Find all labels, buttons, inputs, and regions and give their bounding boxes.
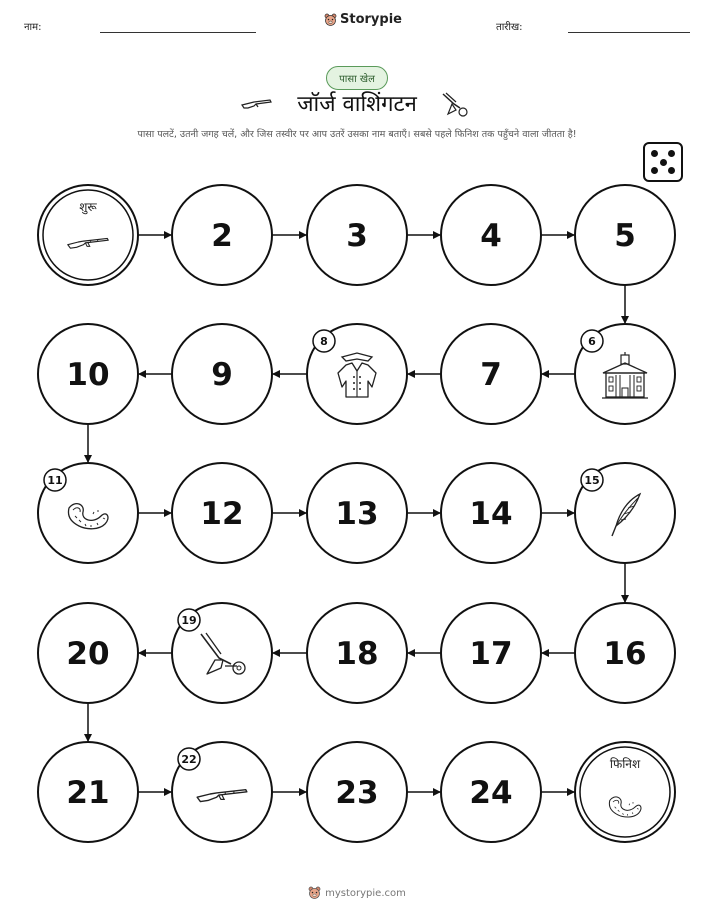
board-spaces: [38, 185, 675, 842]
board-space-2[interactable]: [172, 185, 272, 285]
name-label: नाम:: [24, 22, 42, 33]
date-label: तारीख:: [496, 22, 523, 33]
space-number: 3: [346, 218, 368, 254]
board-space-3[interactable]: [307, 185, 407, 285]
space-number-badge: 15: [584, 474, 600, 487]
space-number: 7: [480, 357, 502, 393]
space-number: 14: [469, 496, 513, 532]
space-number: 9: [211, 357, 233, 393]
space-number: 16: [603, 636, 647, 672]
start-label: शुरू: [79, 200, 97, 214]
space-number: 12: [200, 496, 244, 532]
board-space-13[interactable]: [307, 463, 407, 563]
board-space-10[interactable]: [38, 324, 138, 424]
space-number-badge: 19: [181, 614, 197, 627]
space-number: 13: [335, 496, 379, 532]
brand-name: Storypie: [340, 12, 402, 27]
board-space-20[interactable]: [38, 603, 138, 703]
space-number-badge: 8: [320, 335, 328, 348]
footer: [0, 886, 714, 900]
instructions: पासा पलटें, उतनी जगह चलें, और जिस तस्वीर पर आप उतरें उसका नाम बताएँ। सबसे पहले फिनिश तक पहुँचने वाला जीतता है!: [137, 129, 577, 140]
board-space-18[interactable]: [307, 603, 407, 703]
board-space-7[interactable]: [441, 324, 541, 424]
page-title: जॉर्ज वाशिंगटन: [297, 92, 417, 117]
board-space-5[interactable]: [575, 185, 675, 285]
game-type-badge: पासा खेल: [326, 66, 388, 90]
board-space-24[interactable]: [441, 742, 541, 842]
start-space[interactable]: [38, 185, 138, 285]
finish-label: फिनिश: [609, 757, 641, 771]
space-number: 18: [335, 636, 379, 672]
board-space-4[interactable]: [441, 185, 541, 285]
board-space-21[interactable]: [38, 742, 138, 842]
board-space-23[interactable]: [307, 742, 407, 842]
board-space-8[interactable]: [307, 324, 407, 424]
board-space-17[interactable]: [441, 603, 541, 703]
board-space-12[interactable]: [172, 463, 272, 563]
space-number: 4: [480, 218, 502, 254]
space-number: 23: [335, 775, 379, 811]
board-space-22[interactable]: [172, 742, 272, 842]
space-number-badge: 11: [47, 474, 63, 487]
board-space-16[interactable]: [575, 603, 675, 703]
space-number: 24: [469, 775, 513, 811]
space-number: 20: [66, 636, 110, 672]
board-space-6[interactable]: [575, 324, 675, 424]
footer-site: mystorypie.com: [325, 887, 406, 899]
space-number-badge: 6: [588, 335, 596, 348]
space-number: 10: [66, 357, 110, 393]
space-number: 5: [614, 218, 636, 254]
board-space-11[interactable]: [38, 463, 138, 563]
board-space-14[interactable]: [441, 463, 541, 563]
finish-space[interactable]: [575, 742, 675, 842]
space-number: 17: [469, 636, 513, 672]
space-number: 2: [211, 218, 233, 254]
board-space-19[interactable]: [172, 603, 272, 703]
space-number: 21: [66, 775, 110, 811]
board-space-9[interactable]: [172, 324, 272, 424]
space-number-badge: 22: [181, 753, 197, 766]
bear-icon: [308, 886, 321, 900]
board-space-15[interactable]: [575, 463, 675, 563]
